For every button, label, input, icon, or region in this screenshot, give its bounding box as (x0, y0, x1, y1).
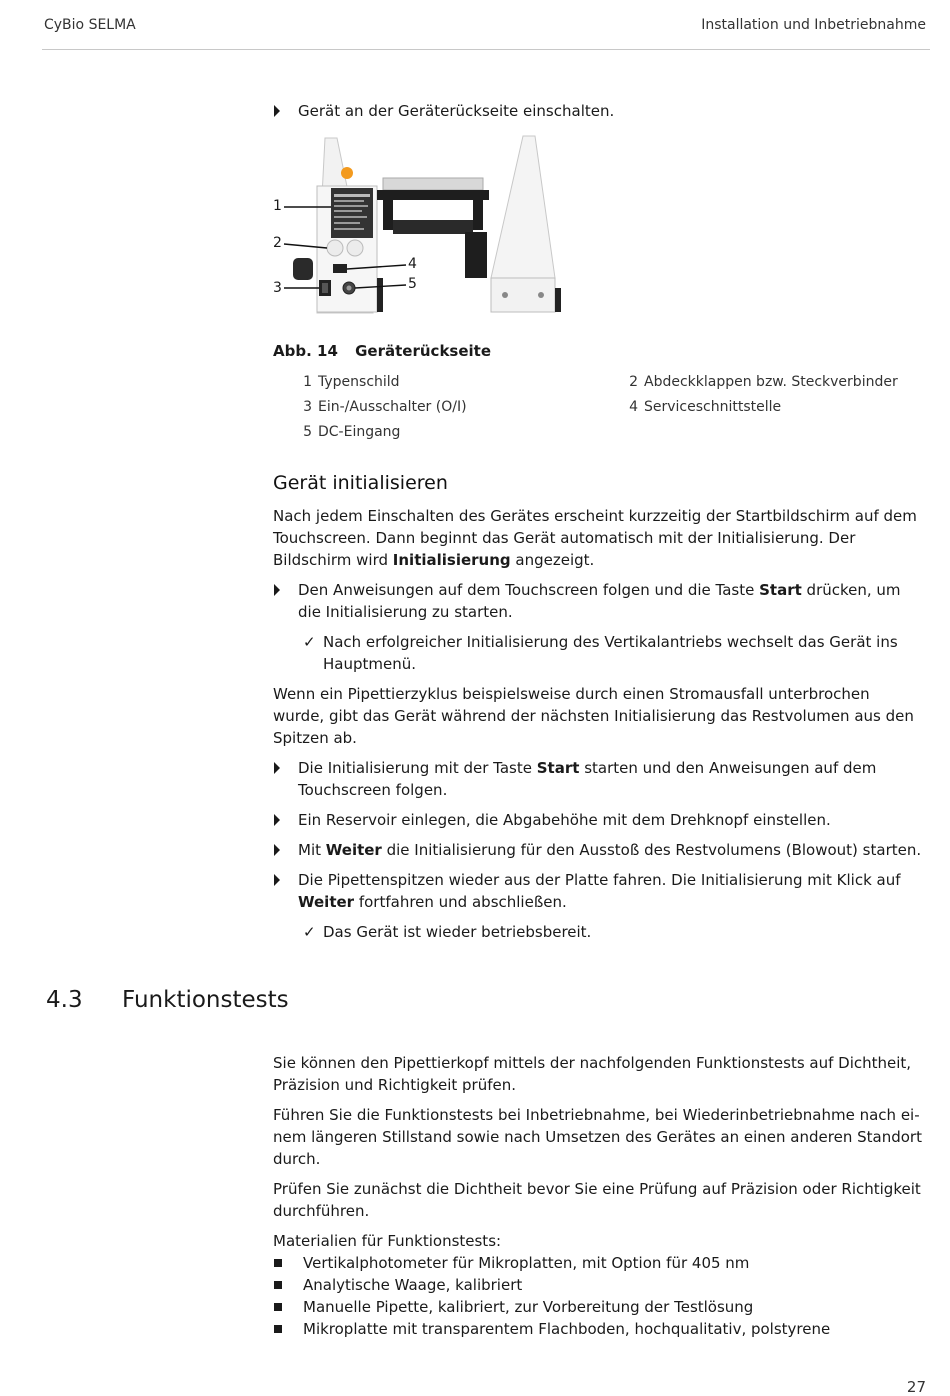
tests-paragraph-3: Prüfen Sie zunächst die Dichtheit bevor Sie eine Prüfung auf Präzision oder Richtigkeit durchführen. (273, 1180, 921, 1220)
legend-item: 1 Typenschild (303, 374, 400, 390)
section-number: 4.3 (46, 987, 83, 1013)
step-arrow-icon (273, 809, 289, 826)
header-product-name: CyBio SELMA (44, 17, 136, 33)
legend-item: 4 Serviceschnittstelle (629, 399, 782, 415)
section-title-function-tests: Funktionstests (122, 987, 289, 1013)
header-chapter-title: Installation und Inbetriebnahme (701, 17, 926, 33)
step-arrow-icon (273, 839, 289, 856)
step-arrow-icon (273, 869, 289, 886)
bullet-square-icon (274, 1259, 282, 1267)
figure-caption (273, 342, 491, 360)
step-insert-reservoir: Ein Reservoir einlegen, die Abgabehöhe mit dem Drehknopf einstellen. (273, 809, 925, 831)
step-arrow-icon (273, 757, 289, 774)
legend-item: 3 Ein-/Ausschalter (O/I) (303, 399, 467, 415)
init-intro-paragraph: Nach jedem Einschalten des Gerätes erscheint kurzzeitig der Startbildschirm auf dem Touchscreen. Dann beginnt das Gerät automatisch mit der Initialisierung. Der Bildschirm wird Initialisierung angezeigt. (273, 507, 917, 569)
list-item: Manuelle Pipette, kalibriert, zur Vorbereitung der Testlösung (273, 1296, 925, 1318)
list-item: Analytische Waage, kalibriert (273, 1274, 925, 1296)
step-start-initialization: Die Initialisierung mit der Taste Start starten und den Anweisungen auf dem Touchscreen folgen. (273, 757, 925, 801)
step-arrow-icon (273, 579, 289, 596)
header-divider (42, 49, 930, 50)
callout-2: 2 (273, 235, 282, 251)
checkmark-icon: ✓ (303, 923, 316, 941)
checkmark-icon: ✓ (303, 633, 316, 651)
callout-1: 1 (273, 198, 282, 214)
section-heading-initialize: Gerät initialisieren (273, 472, 448, 494)
materials-label: Materialien für Funktionstests: (273, 1232, 502, 1250)
step-follow-instructions: Den Anweisungen auf dem Touchscreen folgen und die Taste Start drücken, um die Initialisierung zu starten. (273, 579, 925, 623)
bullet-square-icon (274, 1281, 282, 1289)
list-item: Mikroplatte mit transparentem Flachboden, hochqualitativ, polstyrene (273, 1318, 925, 1340)
list-item: Vertikalphotometer für Mikroplatten, mit Option für 405 nm (273, 1252, 925, 1274)
bullet-square-icon (274, 1325, 282, 1333)
device-rear-figure (273, 128, 575, 326)
tests-paragraph-2: Führen Sie die Funktionstests bei Inbetriebnahme, bei Wiederinbetriebnahme nach einem längeren Stillstand sowie nach Umsetzen des Gerätes an einen anderen Standort durch. (273, 1106, 922, 1168)
callout-3: 3 (273, 280, 282, 296)
step-remove-tips: Die Pipettenspitzen wieder aus der Platte fahren. Die Initialisierung mit Klick auf Weiter fortfahren und abschließen. (273, 869, 925, 913)
step-blowout: Mit Weiter die Initialisierung für den Ausstoß des Restvolumens (Blowout) starten. (273, 839, 925, 861)
caption-title: Geräterückseite (355, 342, 492, 360)
legend-item: 5 DC-Eingang (303, 424, 401, 440)
callout-5: 5 (408, 276, 417, 292)
legend-item: 2 Abdeckklappen bzw. Steckverbinder (629, 374, 898, 390)
blowout-paragraph: Wenn ein Pipettierzyklus beispielsweise durch einen Stromausfall unterbrochen wurde, gibt das Gerät während der nächsten Initialisierung das Restvolumen aus den Spitzen ab. (273, 685, 914, 747)
callout-4: 4 (408, 256, 417, 272)
step-switch-on: Gerät an der Geräterückseite einschalten. (273, 100, 925, 122)
caption-number: Abb. 14 (273, 342, 338, 360)
tests-paragraph-1: Sie können den Pipettierkopf mittels der nachfolgenden Funktionstests auf Dichtheit, Präzision und Richtigkeit prüfen. (273, 1054, 912, 1094)
page-number: 27 (906, 1378, 926, 1396)
step-arrow-icon (273, 100, 289, 117)
result-main-menu: ✓ Nach erfolgreicher Initialisierung des Vertikalantriebs wechselt das Gerät ins Hauptmenü. (303, 633, 898, 673)
result-ready: ✓ Das Gerät ist wieder betriebsbereit. (303, 923, 592, 941)
bullet-square-icon (274, 1303, 282, 1311)
device-rear-illustration (273, 128, 575, 326)
